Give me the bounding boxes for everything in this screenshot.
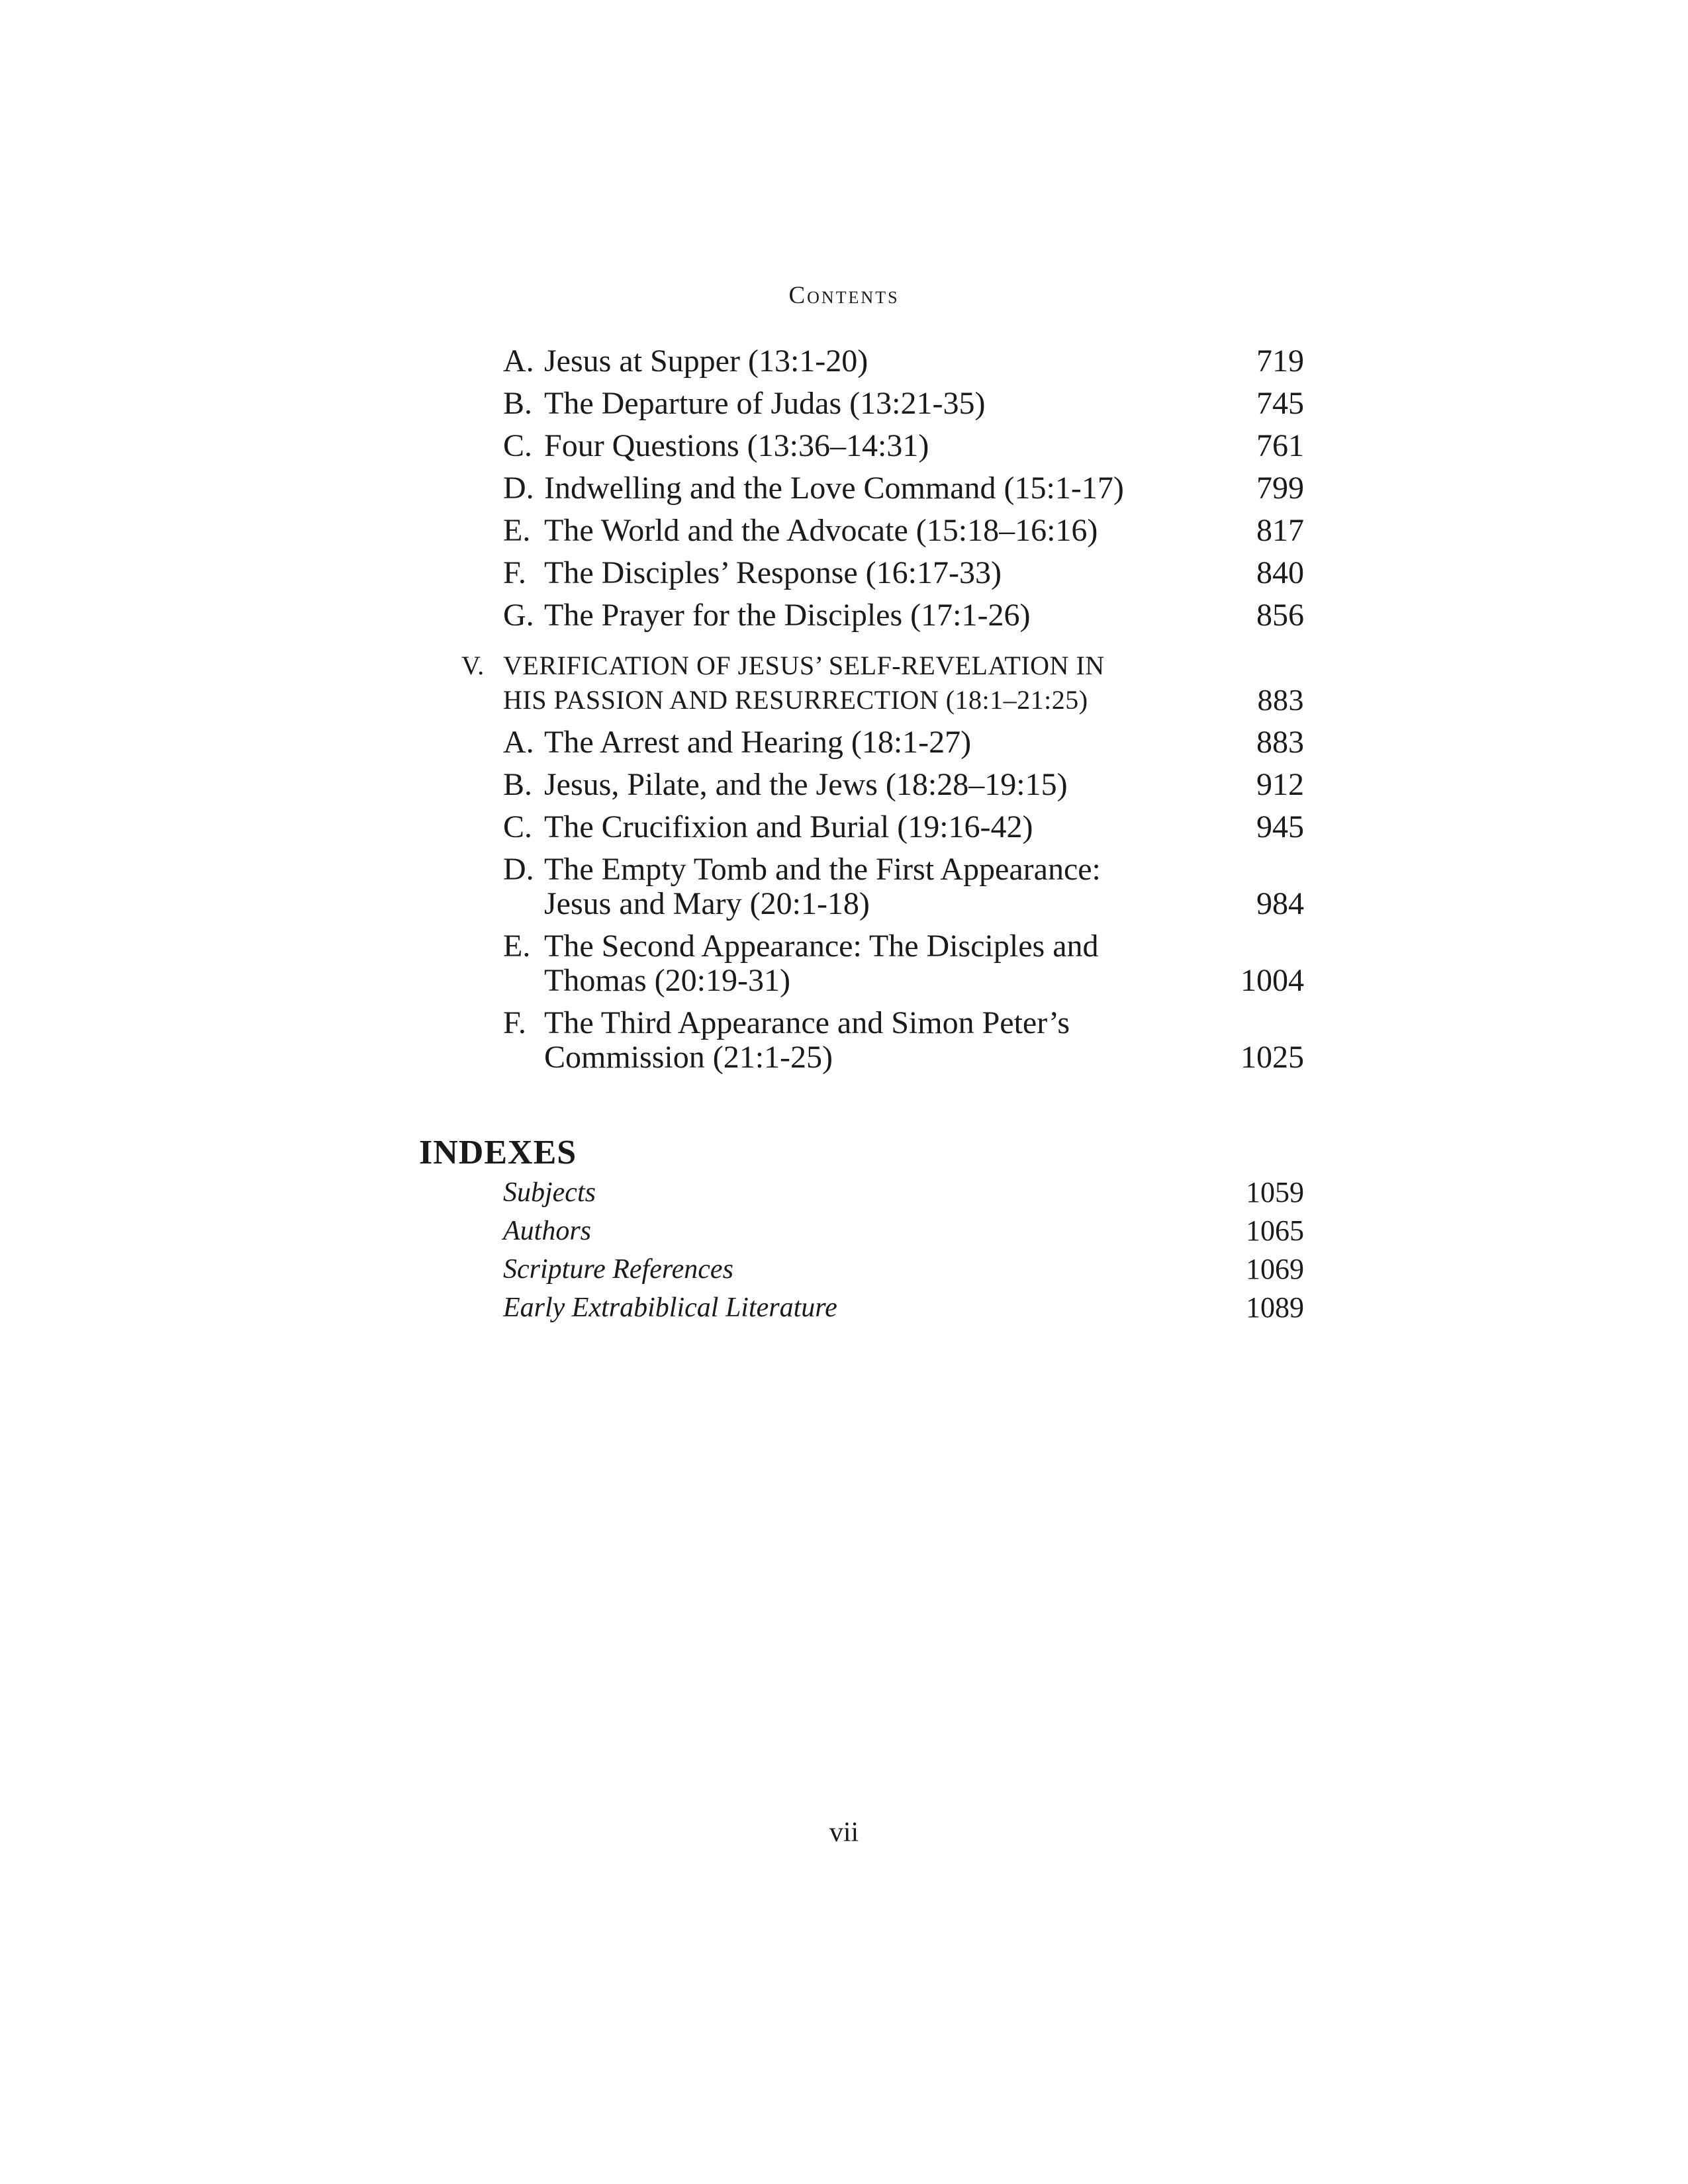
toc-entry[interactable] [503,852,1304,921]
entry-letter: G. [503,598,534,633]
entry-title: The Prayer for the Disciples (17:1-26) [544,598,1031,633]
index-label: Subjects [503,1177,596,1208]
entry-title-continued: Commission (21:1-25) [544,1040,833,1075]
entry-title: Jesus, Pilate, and the Jews (18:28–19:15) [544,767,1068,802]
entry-letter: E. [503,929,531,964]
page-number: vii [829,1817,859,1848]
entry-title: Indwelling and the Love Command (15:1-17) [544,471,1124,506]
index-entry[interactable] [503,1175,1304,1210]
entry-title: The Empty Tomb and the First Appearance: [544,852,1101,887]
index-label: Early Extrabiblical Literature [503,1293,837,1323]
entry-letter: E. [503,513,531,548]
index-page: 1089 [1246,1291,1304,1324]
entry-title: The Departure of Judas (13:21-35) [544,386,986,421]
running-header: Contents [788,282,900,309]
entry-title: The World and the Advocate (15:18–16:16) [544,513,1098,548]
part-number: V. [461,651,485,680]
index-page: 1065 [1246,1214,1304,1247]
indexes-heading: INDEXES [419,1134,577,1171]
part-page: 883 [1257,683,1304,717]
entry-title: The Crucifixion and Burial (19:16-42) [544,809,1033,844]
entry-page: 799 [1256,471,1304,506]
entry-page: 856 [1256,598,1304,633]
entry-page: 883 [1256,725,1304,760]
entry-page: 1004 [1241,963,1304,998]
entry-letter: A. [503,343,534,379]
toc-entry[interactable] [503,725,1304,760]
index-entry[interactable] [503,1291,1304,1325]
part-title-line1: VERIFICATION OF JESUS’ SELF-REVELATION IN [503,651,1105,680]
entry-page: 745 [1256,386,1304,421]
toc-entry[interactable] [503,429,1304,463]
entry-letter: B. [503,386,533,421]
entry-letter: D. [503,471,534,506]
toc-entry[interactable] [503,387,1304,421]
index-page: 1069 [1246,1253,1304,1285]
toc-part-v[interactable] [461,649,1304,717]
entry-title: The Third Appearance and Simon Peter’s [544,1005,1070,1040]
entry-letter: D. [503,852,534,887]
part-title-line2: HIS PASSION AND RESURRECTION (18:1–21:25) [503,685,1088,715]
toc-entry[interactable] [503,344,1304,379]
entry-title-continued: Thomas (20:19-31) [544,963,790,998]
entry-letter: B. [503,767,533,802]
entry-title: Four Questions (13:36–14:31) [544,428,929,463]
toc-entry[interactable] [503,929,1304,998]
toc-entry[interactable] [503,514,1304,548]
entry-letter: A. [503,725,534,760]
toc-entry[interactable] [503,768,1304,802]
toc-entry[interactable] [503,556,1304,590]
entry-letter: C. [503,428,533,463]
entry-page: 719 [1256,343,1304,379]
entry-page: 761 [1256,428,1304,463]
index-label: Authors [503,1216,592,1246]
entry-title-continued: Jesus and Mary (20:1-18) [544,886,870,921]
entry-page: 984 [1256,886,1304,921]
toc-entry[interactable] [503,810,1304,844]
entry-letter: F. [503,1005,526,1040]
entry-page: 1025 [1241,1040,1304,1075]
index-page: 1059 [1246,1176,1304,1208]
index-entry[interactable] [503,1252,1304,1287]
entry-letter: F. [503,555,526,590]
entry-page: 912 [1256,767,1304,802]
toc-entry[interactable] [503,1006,1304,1075]
index-entry[interactable] [503,1214,1304,1248]
entry-page: 840 [1256,555,1304,590]
entry-letter: C. [503,809,533,844]
entry-title: The Arrest and Hearing (18:1-27) [544,725,972,760]
index-label: Scripture References [503,1254,733,1285]
entry-page: 817 [1256,513,1304,548]
entry-title: The Disciples’ Response (16:17-33) [544,555,1002,590]
entry-page: 945 [1256,809,1304,844]
toc-entry[interactable] [503,471,1304,506]
toc-entry[interactable] [503,598,1304,633]
entry-title: Jesus at Supper (13:1-20) [544,343,868,379]
entry-title: The Second Appearance: The Disciples and [544,929,1099,964]
